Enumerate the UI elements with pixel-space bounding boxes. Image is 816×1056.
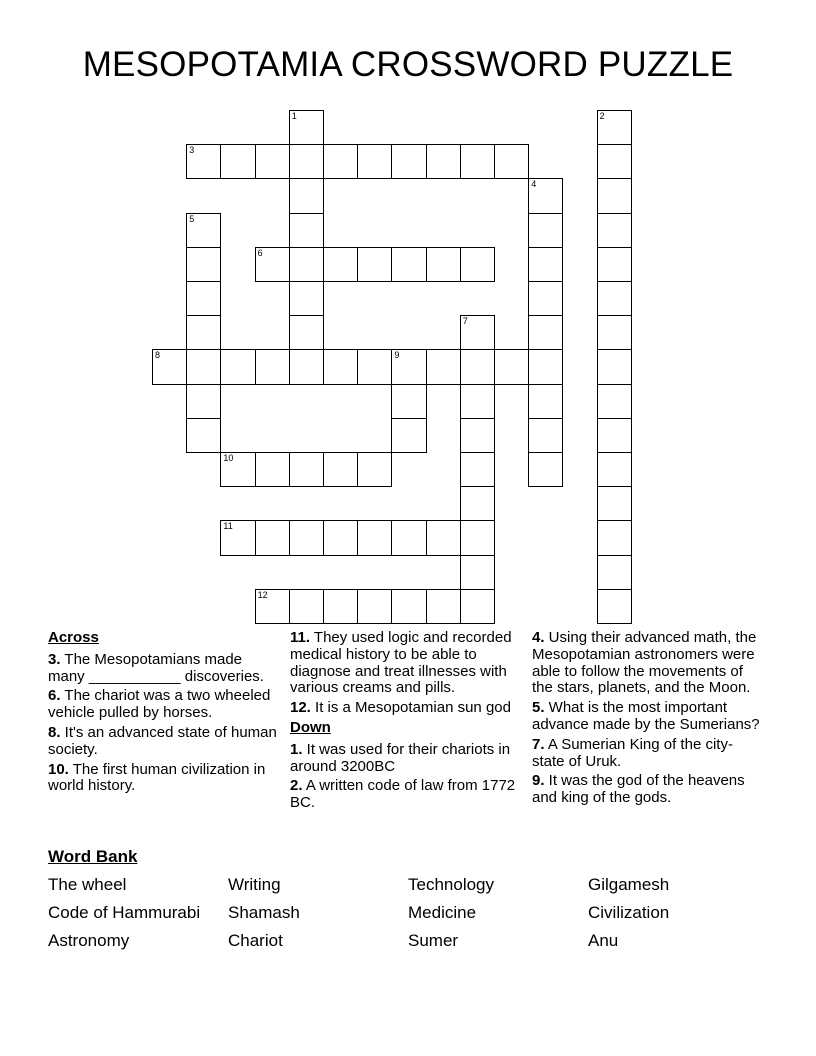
crossword-cell[interactable] — [391, 418, 426, 453]
clue-number-label: 1 — [291, 111, 297, 121]
crossword-cell[interactable] — [323, 144, 358, 179]
clue-number: 6. — [48, 687, 61, 705]
crossword-cell[interactable] — [391, 349, 426, 384]
word-bank-item: Chariot — [228, 931, 283, 950]
crossword-cell[interactable] — [255, 589, 290, 624]
crossword-cell[interactable] — [460, 486, 495, 521]
crossword-cell[interactable] — [391, 144, 426, 179]
crossword-cell[interactable] — [426, 520, 461, 555]
word-bank-item: Civilization — [588, 903, 670, 922]
crossword-cell[interactable] — [289, 213, 324, 248]
crossword-cell[interactable] — [323, 349, 358, 384]
crossword-cell[interactable] — [426, 349, 461, 384]
clue-number-label: 10 — [223, 453, 234, 463]
crossword-cell[interactable] — [289, 452, 324, 487]
crossword-cell[interactable] — [152, 349, 187, 384]
crossword-cell[interactable] — [255, 144, 290, 179]
crossword-cell[interactable] — [597, 281, 632, 316]
clue-number-label: 11 — [223, 521, 233, 532]
clue-number: 8. — [48, 723, 61, 741]
clue-number: 3. — [48, 650, 61, 668]
page-title: MESOPOTAMIA CROSSWORD PUZZLE — [82, 45, 734, 84]
crossword-cell[interactable] — [357, 247, 392, 282]
crossword-cell[interactable] — [289, 520, 324, 555]
crossword-cell[interactable] — [289, 178, 324, 213]
crossword-cell[interactable] — [597, 384, 632, 419]
clue-text: A Sumerian King of the city-state of Uruk. — [532, 735, 733, 770]
crossword-cell[interactable] — [186, 213, 221, 248]
clues-column-1 — [48, 630, 280, 798]
clue-text: The chariot was a two wheeled vehicle pulled by horses. — [48, 687, 271, 722]
clue-number: 2. — [290, 777, 303, 795]
crossword-cell[interactable] — [597, 486, 632, 521]
crossword-cell[interactable] — [460, 418, 495, 453]
crossword-cell[interactable] — [597, 589, 632, 624]
across-heading: Across — [48, 629, 99, 646]
crossword-cell[interactable] — [528, 349, 563, 384]
clues-column-2 — [290, 630, 522, 815]
clue-text: It was the god of the heavens and king of the gods. — [532, 772, 745, 807]
crossword-cell[interactable] — [255, 452, 290, 487]
crossword-cell[interactable] — [289, 315, 324, 350]
clue-text: The first human civilization in world history. — [48, 760, 266, 795]
crossword-cell[interactable] — [186, 315, 221, 350]
word-bank-item: Gilgamesh — [588, 875, 670, 894]
down-heading: Down — [290, 718, 331, 736]
word-bank-item: Code of Hammurabi — [48, 903, 201, 922]
clue-across-10 — [48, 762, 280, 796]
crossword-cell[interactable] — [528, 247, 563, 282]
clue-number: 4. — [532, 629, 545, 646]
word-bank-item: Anu — [588, 931, 619, 950]
crossword-cell[interactable] — [597, 349, 632, 384]
clue-across-8 — [48, 725, 280, 759]
crossword-cell[interactable] — [528, 213, 563, 248]
clue-text: What is the most important advance made by the Sumerians? — [532, 699, 760, 733]
clue-number-label: 2 — [599, 111, 605, 121]
clues-column-3 — [532, 630, 764, 810]
crossword-cell[interactable] — [528, 452, 563, 487]
clue-number: 11. — [290, 629, 311, 646]
crossword-cell[interactable] — [597, 110, 632, 145]
clue-number-label: 6 — [257, 247, 263, 258]
clue-number: 10. — [48, 760, 69, 778]
crossword-cell[interactable] — [528, 315, 563, 350]
clue-text: It was used for their chariots in around 3200BC — [290, 740, 511, 775]
clue-text: The Mesopotamians made many ___________ discoveries. — [48, 650, 264, 685]
crossword-cell[interactable] — [220, 452, 255, 487]
word-bank-item: Technology — [408, 875, 495, 894]
crossword-cell[interactable] — [460, 315, 495, 350]
clue-number-label: 12 — [257, 589, 268, 600]
crossword-cell[interactable] — [528, 178, 563, 213]
crossword-cell[interactable] — [220, 520, 255, 555]
crossword-cell[interactable] — [289, 589, 324, 624]
crossword-cell[interactable] — [289, 281, 324, 316]
clue-across-6 — [48, 688, 280, 722]
crossword-cell[interactable] — [357, 520, 392, 555]
clue-number-label: 8 — [155, 350, 161, 361]
clue-number: 9. — [532, 772, 545, 790]
crossword-cell[interactable] — [357, 144, 392, 179]
crossword-cell[interactable] — [323, 520, 358, 555]
clue-down-5 — [532, 700, 764, 734]
crossword-cell[interactable] — [289, 349, 324, 384]
crossword-cell[interactable] — [460, 247, 495, 282]
crossword-cell[interactable] — [289, 110, 324, 145]
crossword-cell[interactable] — [186, 144, 221, 179]
clue-number-label: 7 — [462, 316, 468, 327]
crossword-cell[interactable] — [460, 384, 495, 419]
clue-text: They used logic and recorded medical history to be able to diagnose and treat illnesses with various creams and pills. — [290, 629, 512, 697]
crossword-cell[interactable] — [597, 452, 632, 487]
crossword-cell[interactable] — [323, 589, 358, 624]
crossword-cell[interactable] — [323, 247, 358, 282]
crossword-cell[interactable] — [357, 452, 392, 487]
clue-number: 7. — [532, 735, 545, 753]
crossword-cell[interactable] — [323, 452, 358, 487]
crossword-cell[interactable] — [186, 384, 221, 419]
clue-number: 1. — [290, 740, 303, 758]
clue-number-label: 9 — [394, 350, 400, 361]
crossword-cell[interactable] — [255, 247, 290, 282]
crossword-cell[interactable] — [426, 144, 461, 179]
crossword-cell[interactable] — [597, 144, 632, 179]
clue-text: Using their advanced math, the Mesopotamian astronomers were able to follow the movements of the stars, planets, and the Moon. — [532, 629, 757, 697]
clue-across-12 — [290, 700, 522, 717]
crossword-cell[interactable] — [289, 144, 324, 179]
crossword-cell[interactable] — [186, 281, 221, 316]
clue-number: 5. — [532, 699, 545, 717]
crossword-cell[interactable] — [289, 247, 324, 282]
clue-number: 12. — [290, 699, 311, 717]
crossword-cell[interactable] — [186, 418, 221, 453]
crossword-cell[interactable] — [597, 555, 632, 590]
crossword-cell[interactable] — [220, 349, 255, 384]
crossword-cell[interactable] — [460, 349, 495, 384]
crossword-cell[interactable] — [597, 520, 632, 555]
clue-across-3 — [48, 652, 280, 686]
clue-down-2 — [290, 778, 522, 812]
crossword-cell[interactable] — [255, 349, 290, 384]
clue-text: It is a Mesopotamian sun god — [310, 699, 511, 717]
crossword-cell[interactable] — [528, 384, 563, 419]
word-bank-item: Medicine — [408, 903, 477, 922]
word-bank-item: Writing — [228, 875, 281, 894]
crossword-cell[interactable] — [220, 144, 255, 179]
clue-number-label: 5 — [189, 213, 195, 224]
crossword-cell[interactable] — [597, 178, 632, 213]
word-bank-item: The wheel — [48, 875, 127, 894]
word-bank-heading: Word Bank — [48, 847, 138, 866]
crossword-cell[interactable] — [460, 555, 495, 590]
crossword-cell[interactable] — [391, 247, 426, 282]
crossword-cell[interactable] — [391, 520, 426, 555]
crossword-cell[interactable] — [255, 520, 290, 555]
crossword-cell[interactable] — [186, 247, 221, 282]
clue-down-4 — [532, 630, 764, 697]
crossword-cell[interactable] — [460, 452, 495, 487]
clue-number-label: 4 — [531, 179, 537, 190]
crossword-cell[interactable] — [597, 418, 632, 453]
crossword-cell[interactable] — [528, 418, 563, 453]
clue-down-7 — [532, 737, 764, 771]
crossword-cell[interactable] — [357, 349, 392, 384]
crossword-cell[interactable] — [494, 349, 529, 384]
clue-down-1 — [290, 742, 522, 776]
crossword-cell[interactable] — [357, 589, 392, 624]
word-bank-item: Sumer — [408, 931, 459, 950]
crossword-cell[interactable] — [597, 315, 632, 350]
crossword-cell[interactable] — [528, 281, 563, 316]
crossword-cell[interactable] — [460, 520, 495, 555]
word-bank-item: Astronomy — [48, 931, 130, 950]
crossword-cell[interactable] — [460, 144, 495, 179]
crossword-cell[interactable] — [597, 247, 632, 282]
crossword-cell[interactable] — [426, 247, 461, 282]
crossword-cell[interactable] — [460, 589, 495, 624]
clue-text: It's an advanced state of human society. — [48, 723, 277, 758]
crossword-cell[interactable] — [426, 589, 461, 624]
crossword-cell[interactable] — [597, 213, 632, 248]
crossword-cell[interactable] — [391, 589, 426, 624]
clue-text: A written code of law from 1772 BC. — [290, 777, 516, 812]
clue-down-9 — [532, 773, 764, 807]
crossword-cell[interactable] — [186, 349, 221, 384]
crossword-cell[interactable] — [391, 384, 426, 419]
clue-across-11 — [290, 630, 522, 697]
word-bank-item: Shamash — [228, 903, 300, 922]
clue-number-label: 3 — [189, 145, 195, 156]
crossword-cell[interactable] — [494, 144, 529, 179]
